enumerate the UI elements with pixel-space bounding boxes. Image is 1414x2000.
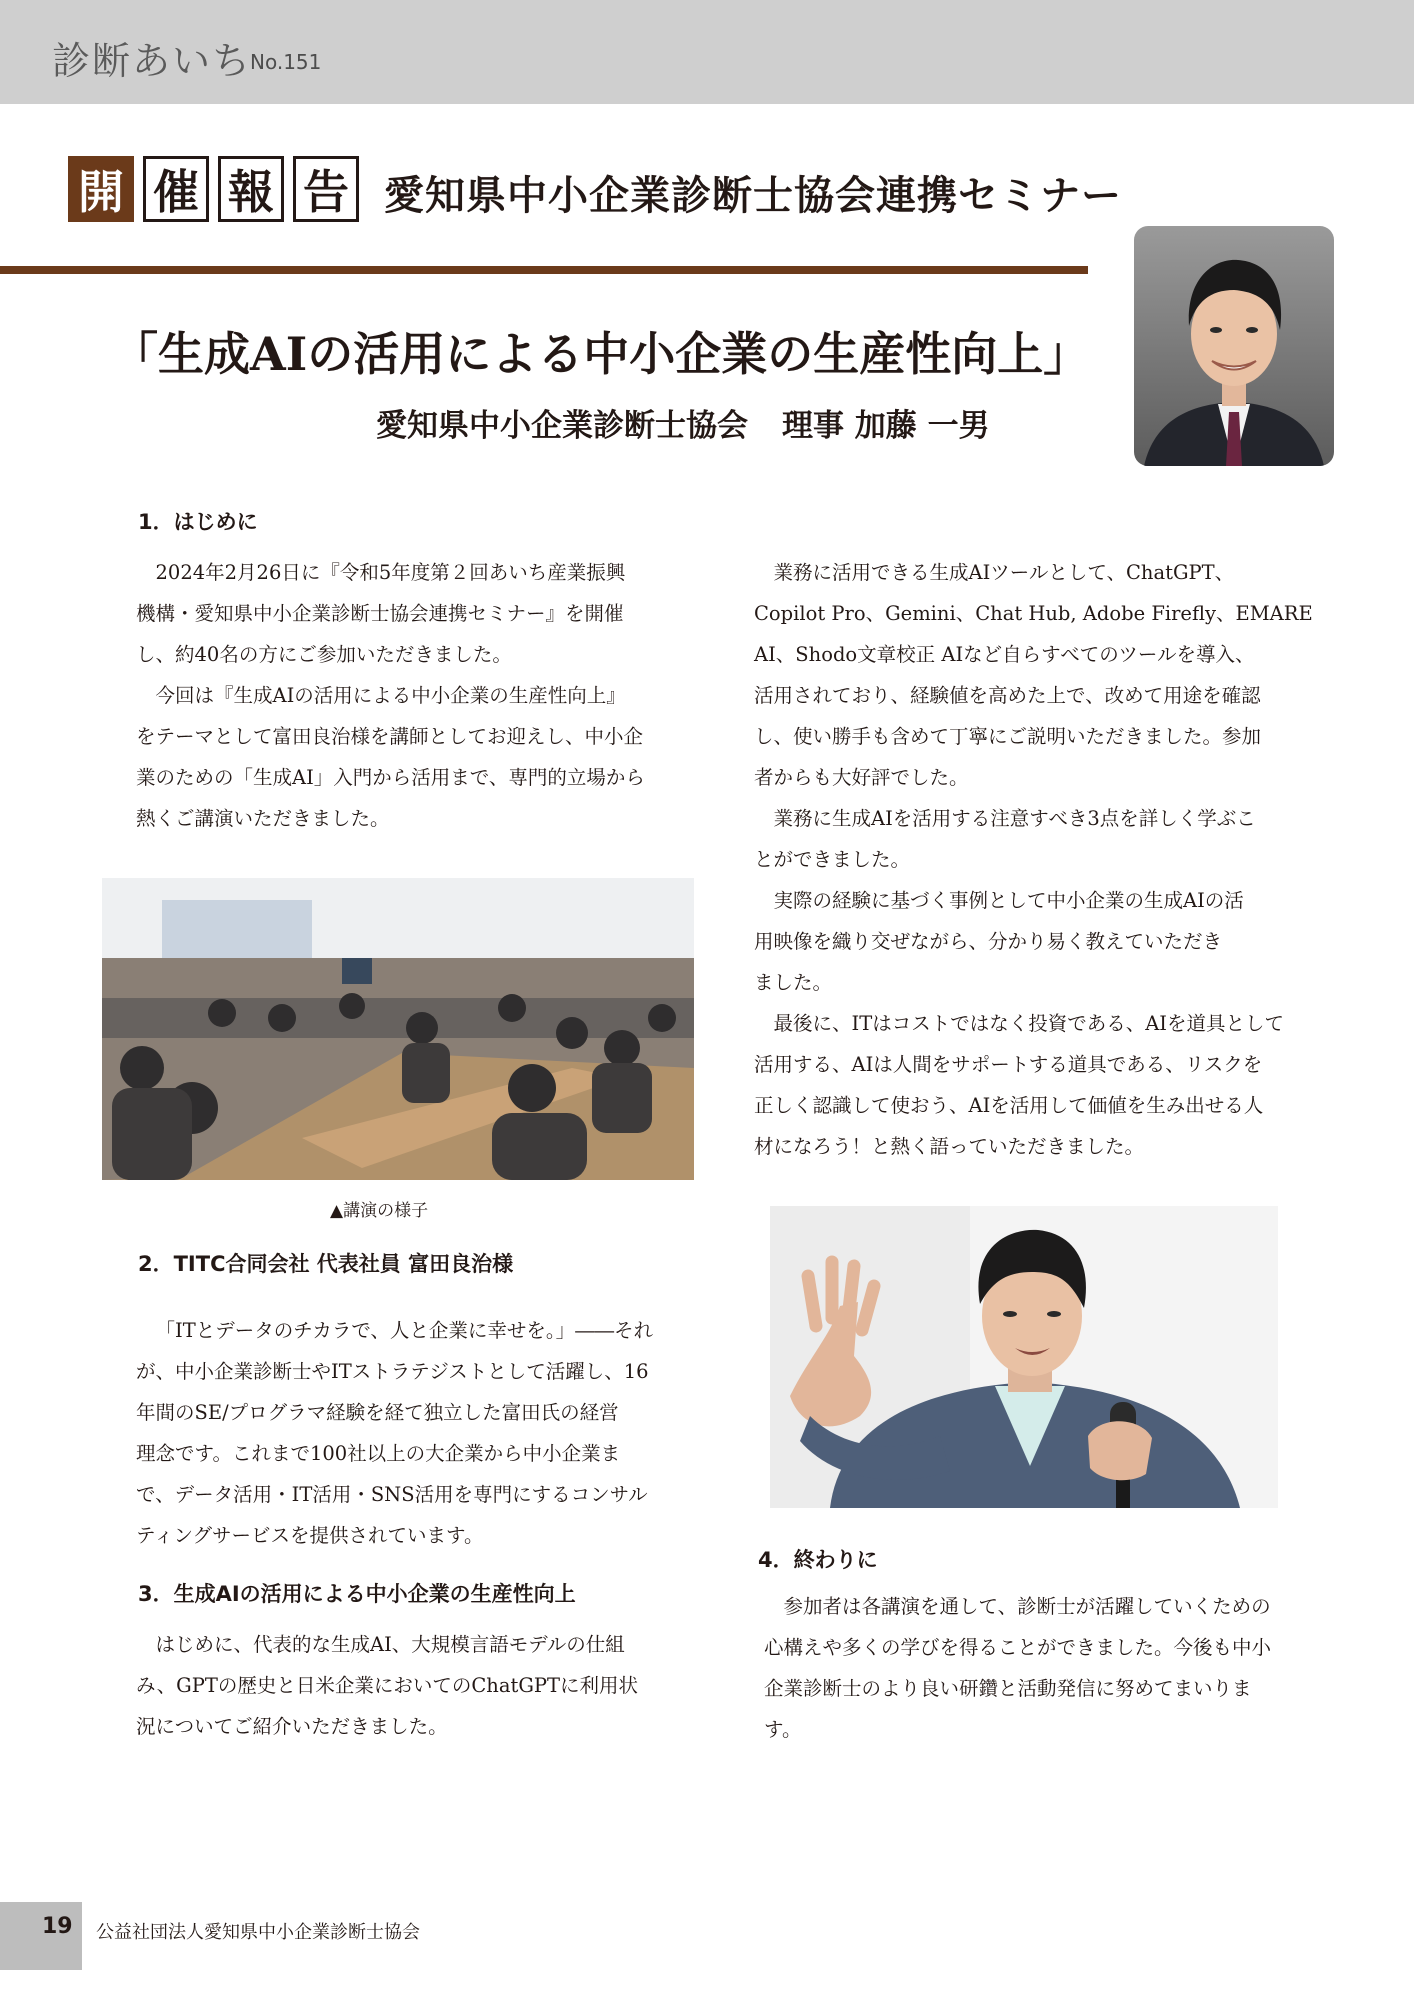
magazine-title: 診断あいち — [52, 39, 253, 83]
text-line: で、データ活用・IT活用・SNS活用を専門にするコンサル — [136, 1483, 648, 1506]
paragraph — [136, 552, 696, 675]
report-tag-char: 催 — [143, 156, 209, 222]
text-line: はじめに、代表的な生成AI、大規模言語モデルの仕組 — [155, 1633, 625, 1656]
text-line: 参加者は各講演を通して、診断士が活躍していくための — [783, 1595, 1271, 1618]
paragraph — [136, 1310, 696, 1556]
author-photo — [1134, 226, 1334, 466]
text-line: 業務に活用できる生成AIツールとして、ChatGPT、 — [773, 561, 1235, 584]
text-line: 業のための「生成AI」入門から活用まで、専門的立場から — [136, 766, 645, 789]
text-line: 正しく認識して使おう、AIを活用して価値を生み出せる人 — [754, 1094, 1264, 1117]
text-line: 心構えや多くの学びを得ることができました。今後も中小 — [764, 1636, 1272, 1659]
text-line: が、中小企業診断士やITストラテジストとして活躍し、16 — [136, 1360, 649, 1383]
paragraph — [764, 1586, 1324, 1750]
text-line: し、約40名の方にご参加いただきました。 — [136, 643, 512, 666]
author-name: 理事 加藤 一男 — [782, 408, 990, 444]
text-line: 実際の経験に基づく事例として中小企業の生成AIの活 — [773, 889, 1244, 912]
seminar-title: 愛知県中小企業診断士協会連携セミナー — [384, 172, 1122, 219]
text-line: AI、Shodo文章校正 AIなど自らすべてのツールを導入、 — [754, 643, 1255, 666]
issue-number: No.151 — [250, 50, 322, 74]
seminar-photo — [102, 878, 694, 1180]
paragraph — [754, 1003, 1314, 1167]
report-tag-char: 告 — [293, 156, 359, 222]
section-4-body — [764, 1586, 1324, 1750]
text-line: 最後に、ITはコストではなく投資である、AIを道具として — [773, 1012, 1284, 1035]
text-line: 活用されており、経験値を高めた上で、改めて用途を確認 — [754, 684, 1261, 707]
section-1-heading: 1．はじめに — [138, 510, 258, 534]
text-line: 2024年2月26日に『令和5年度第２回あいち産業振興 — [155, 561, 626, 584]
photo-caption: ▲講演の様子 — [330, 1201, 429, 1221]
text-line: 業務に生成AIを活用する注意すべき3点を詳しく学ぶこ — [773, 807, 1256, 830]
text-line: 用映像を織り交ぜながら、分かり易く教えていただき — [754, 930, 1223, 953]
text-line: ました。 — [754, 971, 833, 994]
footer-organization: 公益社団法人愛知県中小企業診断士協会 — [96, 1922, 420, 1943]
section-2-heading: 2．TITC合同会社 代表社員 富田良治様 — [138, 1252, 514, 1276]
report-tag-char: 報 — [218, 156, 284, 222]
section-3-body — [136, 1624, 696, 1747]
text-line: 「ITとデータのチカラで、人と企業に幸せを。」――それ — [155, 1319, 654, 1342]
text-line: 年間のSE/プログラマ経験を経て独立した富田氏の経営 — [136, 1401, 619, 1424]
text-line: 理念です。これまで100社以上の大企業から中小企業ま — [136, 1442, 621, 1465]
paragraph — [754, 880, 1314, 1003]
section-2-body — [136, 1310, 696, 1556]
text-line: し、使い勝手も含めて丁寧にご説明いただきました。参加 — [754, 725, 1262, 748]
article-title: 「生成AIの活用による中小企業の生産性向上」 — [112, 327, 1090, 381]
text-line: ティングサービスを提供されています。 — [136, 1524, 484, 1547]
paragraph — [754, 798, 1314, 880]
text-line: 況についてご紹介いただきました。 — [136, 1715, 448, 1738]
section-3-heading: 3．生成AIの活用による中小企業の生産性向上 — [138, 1582, 576, 1606]
text-line: 今回は『生成AIの活用による中小企業の生産性向上』 — [155, 684, 626, 707]
paragraph — [136, 1624, 696, 1747]
section-4-heading: 4．終わりに — [758, 1548, 878, 1572]
text-line: 機構・愛知県中小企業診断士協会連携セミナー』を開催 — [136, 602, 624, 625]
right-column-body — [754, 552, 1314, 1167]
text-line: 企業診断士のより良い研鑽と活動発信に努めてまいりま — [764, 1677, 1252, 1700]
title-rule — [0, 266, 1088, 274]
text-line: す。 — [764, 1718, 802, 1741]
page-number: 19 — [42, 1914, 73, 1939]
text-line: をテーマとして富田良治様を講師としてお迎えし、中小企 — [136, 725, 644, 748]
author-org: 愛知県中小企業診断士協会 — [376, 408, 748, 444]
report-tag-char: 開 — [68, 156, 134, 222]
text-line: 者からも大好評でした。 — [754, 766, 969, 789]
text-line: 熱くご講演いただきました。 — [136, 807, 390, 830]
text-line: 材になろう！と熱く語っていただきました。 — [754, 1135, 1145, 1158]
paragraph — [136, 675, 696, 839]
text-line: 活用する、AIは人間をサポートする道具である、リスクを — [754, 1053, 1263, 1076]
author-line — [376, 400, 990, 445]
text-line: み、GPTの歴史と日米企業においてのChatGPTに利用状 — [136, 1674, 639, 1697]
text-line: とができました。 — [754, 848, 911, 871]
report-tag — [68, 156, 359, 222]
paragraph — [754, 552, 1314, 798]
section-1-body — [136, 552, 696, 839]
text-line: Copilot Pro、Gemini、Chat Hub, Adobe Firefly、EMARE — [754, 602, 1313, 625]
speaker-photo — [770, 1206, 1278, 1508]
